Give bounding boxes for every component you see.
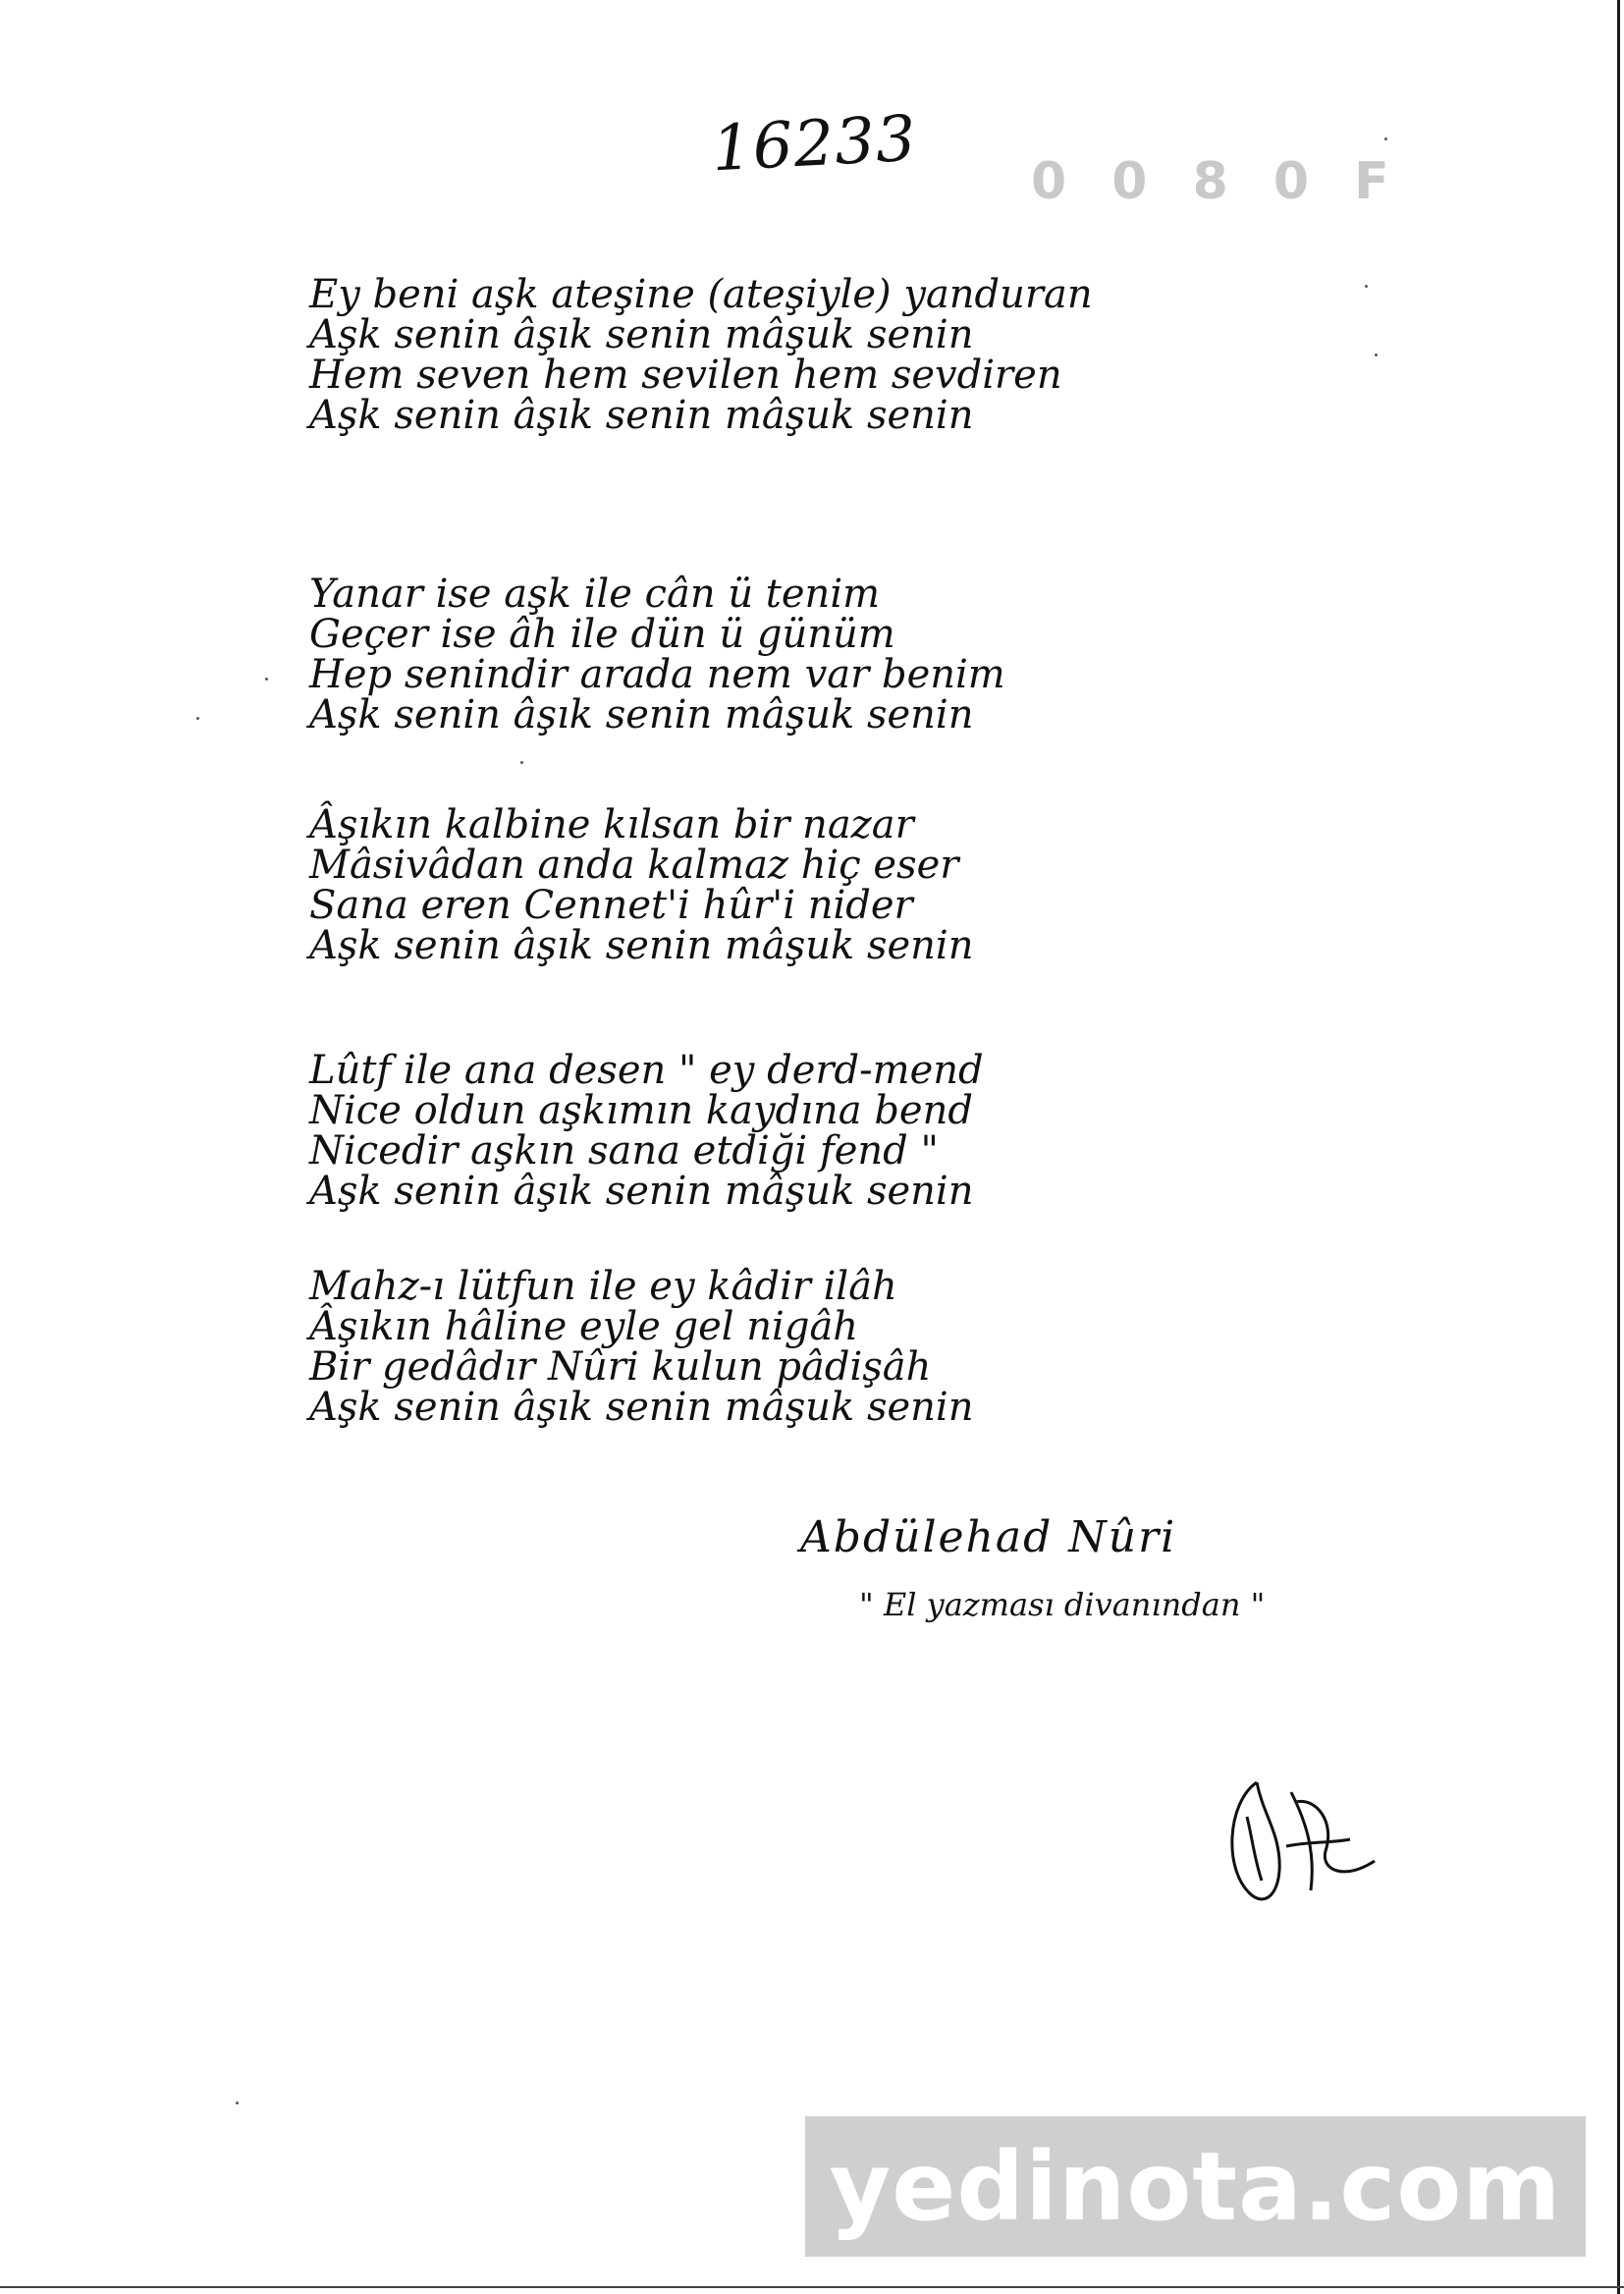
document-number: 16233 <box>710 102 919 187</box>
poem-line: Hep senindir arada nem var benim <box>309 652 1005 697</box>
poem-line: Hem seven hem sevilen hem sevdiren <box>309 353 1062 398</box>
stanza-2 <box>309 574 1005 736</box>
stanza-1 <box>309 272 1093 438</box>
poem-line: Aşk senin âşık senin mâşuk senin <box>309 1169 974 1214</box>
watermark-banner <box>805 2116 1586 2257</box>
poem-line: Nicedir aşkın sana etdiği fend " <box>309 1128 939 1174</box>
stanza-4 <box>309 1048 984 1214</box>
poem-line: Bir gedâdır Nûri kulun pâdişâh <box>309 1344 932 1390</box>
stanza-3 <box>309 802 974 968</box>
page-edge-bottom <box>0 2286 1624 2288</box>
poem-line: Âşıkın hâline eyle gel nigâh <box>309 1304 859 1349</box>
signature-mark <box>1218 1763 1384 1910</box>
poem-line: Aşk senin âşık senin mâşuk senin <box>309 923 974 968</box>
poem-line: Aşk senin âşık senin mâşuk senin <box>309 692 974 737</box>
source-note: " El yazması divanından " <box>859 1586 1266 1623</box>
stanza-5 <box>309 1264 974 1430</box>
poem-line: Ey beni aşk ateşine (ateşiyle) yanduran <box>309 272 1093 317</box>
poem-line: Mâsivâdan anda kalmaz hiç eser <box>309 843 959 888</box>
poem-line: Aşk senin âşık senin mâşuk senin <box>309 312 974 357</box>
page-edge-right <box>1617 0 1620 2294</box>
poem-line: Sana eren Cennet'i hûr'i nider <box>309 883 913 928</box>
watermark-text: yedinota.com <box>829 2131 1562 2242</box>
poem-line: Yanar ise aşk ile cân ü tenim <box>309 572 881 617</box>
poem-line: Âşıkın kalbine kılsan bir nazar <box>309 802 914 847</box>
poem-line: Lûtf ile ana desen " ey derd-mend <box>309 1048 984 1093</box>
poem-line: Aşk senin âşık senin mâşuk senin <box>309 393 974 438</box>
poem-line: Aşk senin âşık senin mâşuk senin <box>309 1385 974 1430</box>
faded-stamp: 0 0 8 0 F <box>1031 152 1403 211</box>
poem-line: Mahz-ı lütfun ile ey kâdir ilâh <box>309 1264 897 1309</box>
author-name: Abdülehad Nûri <box>800 1512 1177 1562</box>
poem-line: Nice oldun aşkımın kaydına bend <box>309 1088 973 1133</box>
poem-line: Geçer ise âh ile dün ü günüm <box>309 612 895 657</box>
